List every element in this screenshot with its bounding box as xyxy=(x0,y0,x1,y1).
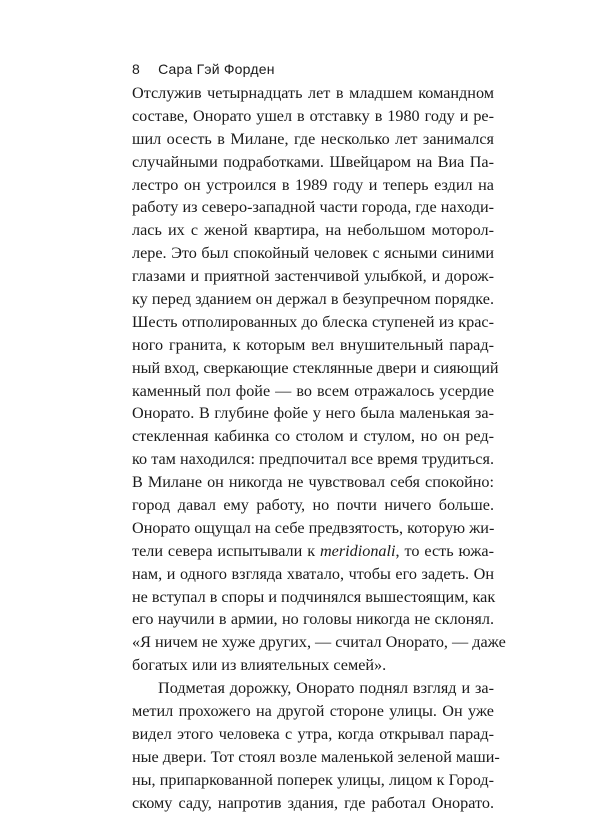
text-line: шил осесть в Милане, где несколько лет занимался xyxy=(132,129,494,148)
italic-word: meridionali xyxy=(319,541,396,560)
text-line: ные двери. Тот стоял возле маленькой зеленой маши- xyxy=(132,747,500,766)
text-line: глазами и приятной застенчивой улыбкой, и дорож- xyxy=(132,267,494,286)
text-line: ного гранита, к которым вел внушительный парад- xyxy=(132,335,494,354)
text-line: ны, припаркованной поперек улицы, лицом к Город- xyxy=(132,770,494,789)
text-line: нам, и одного взгляда хватало, чтобы его задеть. Он xyxy=(132,564,494,583)
text-line: лась их с женой квартира, на небольшом моторол- xyxy=(132,221,494,240)
text-line: лестро он устроился в 1989 году и теперь ездил на xyxy=(132,175,494,194)
text-line: метил прохожего на другой стороне улицы. Он уже xyxy=(132,702,494,721)
text-line: Онорато. В глубине фойе у него была маленькая за- xyxy=(132,404,494,423)
author-name: Сара Гэй Форден xyxy=(158,61,275,77)
page-number: 8 xyxy=(132,61,140,77)
text-line: составе, Онорато ушел в отставку в 1980 году и ре- xyxy=(132,106,494,125)
text-line: Онорато ощущал на себе предвзятость, которую жи- xyxy=(132,518,495,537)
text-line-with-italic xyxy=(132,540,494,563)
text-line: каменный пол фойе — во всем отражалось усердие xyxy=(132,381,494,400)
text-line: не вступал в споры и подчинялся вышестоящим, как xyxy=(132,587,496,606)
text-line: город давал ему работу, но почти ничего больше. xyxy=(132,496,494,515)
text-line: ный вход, сверкающие стеклянные двери и сияющий xyxy=(132,358,499,377)
text-line: случайными подработками. Швейцаром на Виа Па- xyxy=(132,152,494,171)
text-line: стекленная кабинка со столом и стулом, но он ред- xyxy=(132,427,494,446)
text-fragment: тели севера испытывали к xyxy=(132,541,320,560)
text-line: скому саду, напротив здания, где работал Онорато. xyxy=(132,793,494,812)
text-line: Отслужив четырнадцать лет в младшем командном xyxy=(132,84,494,102)
text-line: лере. Это был спокойный человек с ясными синими xyxy=(132,244,494,263)
text-line: богатых или из влиятельных семей». xyxy=(132,656,387,675)
book-page xyxy=(132,60,506,815)
text-line: ко там находился: предпочитал все время трудиться. xyxy=(132,450,494,469)
text-line: видел этого человека с утра, когда открывал парад- xyxy=(132,724,494,743)
running-head xyxy=(132,60,494,78)
text-line: «Я ничем не хуже других, — считал Онорато, — даже xyxy=(132,633,506,652)
text-fragment: , то есть южа- xyxy=(395,541,494,560)
text-line: ку перед зданием он держал в безупречном порядке. xyxy=(132,290,494,309)
text-line: В Милане он никогда не чувствовал себя спокойно: xyxy=(132,473,494,492)
text-line: работу из северо-западной части города, где находи- xyxy=(132,198,494,217)
text-line: его научили в армии, но головы никогда не склонял. xyxy=(132,610,494,629)
text-line: Подметая дорожку, Онорато поднял взгляд и за- xyxy=(158,679,494,698)
paragraph-1 xyxy=(132,82,506,677)
paragraph-2 xyxy=(132,677,500,814)
text-line: Шесть отполированных до блеска ступеней из крас- xyxy=(132,312,494,331)
